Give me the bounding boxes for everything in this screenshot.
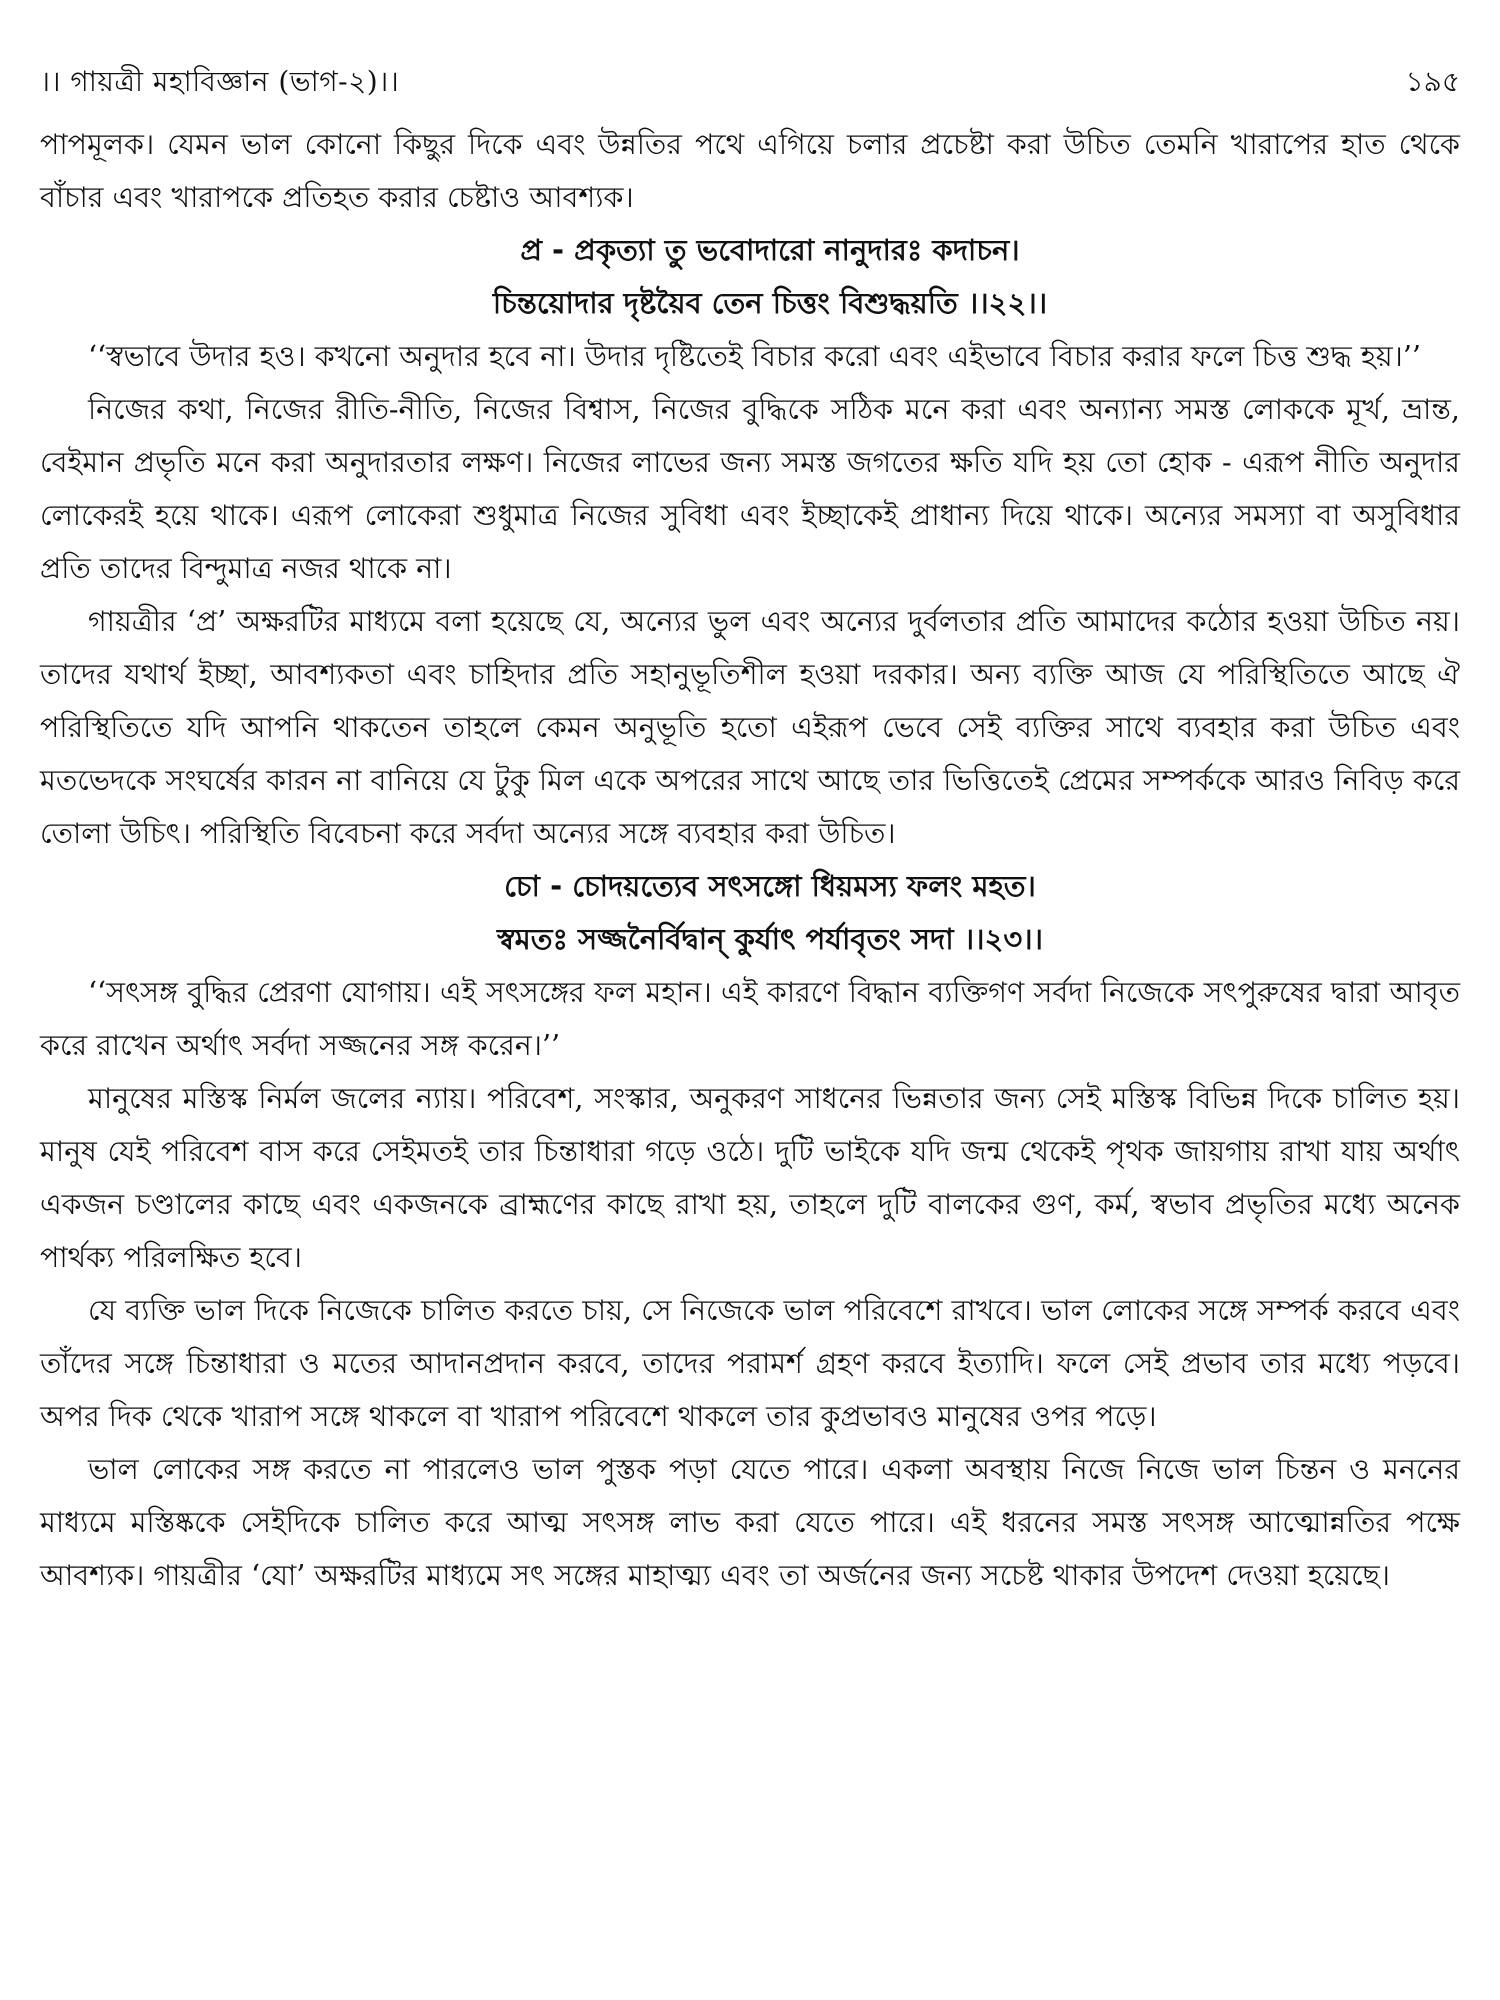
- running-title: ।। গায়ত্রী মহাবিজ্ঞান (ভাগ-২)।।: [40, 65, 400, 98]
- paragraph: ভাল লোকের সঙ্গ করতে না পারলেও ভাল পুস্তক পড়া যেতে পারে। একলা অবস্থায় নিজে নিজে ভাল চিন্তন ও মননের মাধ্যমে মস্তিষ্ককে সেইদিকে চালিত করে আত্ম সৎসঙ্গ লাভ করা যেতে পারে। এই ধরনের সমস্ত সৎসঙ্গ আত্মোন্নতির পক্ষে আবশ্যক। গায়ত্রীর ‘যো’ অক্ষরটির মাধ্যমে সৎ সঙ্গের মাহাত্ম্য এবং তা অর্জনের জন্য সচেষ্ট থাকার উপদেশ দেওয়া হয়েছে।: [40, 1453, 1460, 1592]
- paragraph: নিজের কথা, নিজের রীতি-নীতি, নিজের বিশ্বাস, নিজের বুদ্ধিকে সঠিক মনে করা এবং অন্যান্য সমস্ত লোককে মূর্খ, ভ্রান্ত, বেইমান প্রভৃতি মনে করা অনুদারতার লক্ষণ। নিজের লাভের জন্য সমস্ত জগতের ক্ষতি যদি হয় তো হোক - এরূপ নীতি অনুদার লোকেরই হয়ে থাকে। এরূপ লোকেরা শুধুমাত্র নিজের সুবিধা এবং ইচ্ছাকেই প্রাধান্য দিয়ে থাকে। অন্যের সমস্যা বা অসুবিধার প্রতি তাদের বিন্দুমাত্র নজর থাকে না।: [40, 393, 1460, 585]
- paragraph: যে ব্যক্তি ভাল দিকে নিজেকে চালিত করতে চায়, সে নিজেকে ভাল পরিবেশে রাখবে। ভাল লোকের সঙ্গে সম্পর্ক করবে এবং তাঁদের সঙ্গে চিন্তাধারা ও মতের আদানপ্রদান করবে, তাদের পরামর্শ গ্রহণ করবে ইত্যাদি। ফলে সেই প্রভাব তার মধ্যে পড়বে। অপর দিক থেকে খারাপ সঙ্গে থাকলে বা খারাপ পরিবেশে থাকলে তার কুপ্রভাবও মানুষের ওপর পড়ে।: [40, 1294, 1460, 1433]
- paragraph: মানুষের মস্তিস্ক নির্মল জলের ন্যায়। পরিবেশ, সংস্কার, অনুকরণ সাধনের ভিন্নতার জন্য সেই মস্তিস্ক বিভিন্ন দিকে চালিত হয়। মানুষ যেই পরিবেশ বাস করে সেইমতই তার চিন্তাধারা গড়ে ওঠে। দুটি ভাইকে যদি জন্ম থেকেই পৃথক জায়গায় রাখা যায় অর্থাৎ একজন চণ্ডালের কাছে এবং একজনকে ব্রাহ্মণের কাছে রাখা হয়, তাহলে দুটি বালকের গুণ, কর্ম, স্বভাব প্রভৃতির মধ্যে অনেক পার্থক্য পরিলক্ষিত হবে।: [40, 1082, 1460, 1274]
- book-page: [40, 60, 1460, 1960]
- verse-23-translation: ‘‘সৎসঙ্গ বুদ্ধির প্রেরণা যোগায়। এই সৎসঙ্গের ফল মহান। এই কারণে বিদ্ধান ব্যক্তিগণ সর্বদা নিজেকে সৎপুরুষের দ্বারা আবৃত করে রাখেন অর্থাৎ সর্বদা সজ্জনের সঙ্গ করেন।’’: [40, 976, 1460, 1062]
- verse-23-line-2: স্বমতঃ সজ্জনৈর্বিদ্বান্ কুর্যাৎ পর্যাবৃতং সদা ।।২৩।।: [496, 922, 1043, 956]
- verse-22-line-2: চিন্তয়োদার দৃষ্টয়ৈব তেন চিত্তং বিশুদ্ধয়তি ।।২২।।: [492, 286, 1048, 320]
- verse-22-line-1: প্র - প্রকৃত্যা তু ভবোদারো নানুদারঃ কদাচন।: [520, 233, 1020, 267]
- page-number: ১৯৫: [1405, 65, 1460, 98]
- verse-23-line-1: চো - চোদয়ত্যেব সৎসঙ্গো ধিয়মস্য ফলং মহত।: [504, 869, 1036, 903]
- page-body: [40, 118, 1460, 1602]
- paragraph: গায়ত্রীর ‘প্র’ অক্ষরটির মাধ্যমে বলা হয়েছে যে, অন্যের ভুল এবং অন্যের দুর্বলতার প্রতি আমাদের কঠোর হওয়া উচিত নয়। তাদের যথার্থ ইচ্ছা, আবশ্যকতা এবং চাহিদার প্রতি সহানুভূতিশীল হওয়া দরকার। অন্য ব্যক্তি আজ যে পরিস্থিতিতে আছে ঐ পরিস্থিতিতে যদি আপনি থাকতেন তাহলে কেমন অনুভূতি হতো এইরূপ ভেবে সেই ব্যক্তির সাথে ব্যবহার করা উচিত এবং মতভেদকে সংঘর্ষের কারন না বানিয়ে যে টুকু মিল একে অপরের সাথে আছে তার ভিত্তিতেই প্রেমের সম্পর্ককে আরও নিবিড় করে তোলা উচিৎ। পরিস্থিতি বিবেচনা করে সর্বদা অন্যের সঙ্গে ব্যবহার করা উচিত।: [40, 605, 1460, 850]
- paragraph-continued: পাপমূলক। যেমন ভাল কোনো কিছুর দিকে এবং উন্নতির পথে এগিয়ে চলার প্রচেষ্টা করা উচিত তেমনি খারাপের হাত থেকে বাঁচার এবং খারাপকে প্রতিহত করার চেষ্টাও আবশ্যক।: [40, 128, 1460, 214]
- verse-22-translation: ‘‘স্বভাবে উদার হও। কখনো অনুদার হবে না। উদার দৃষ্টিতেই বিচার করো এবং এইভাবে বিচার করার ফলে চিত্ত শুদ্ধ হয়।’’: [88, 340, 1421, 373]
- page-header: [40, 60, 1460, 110]
